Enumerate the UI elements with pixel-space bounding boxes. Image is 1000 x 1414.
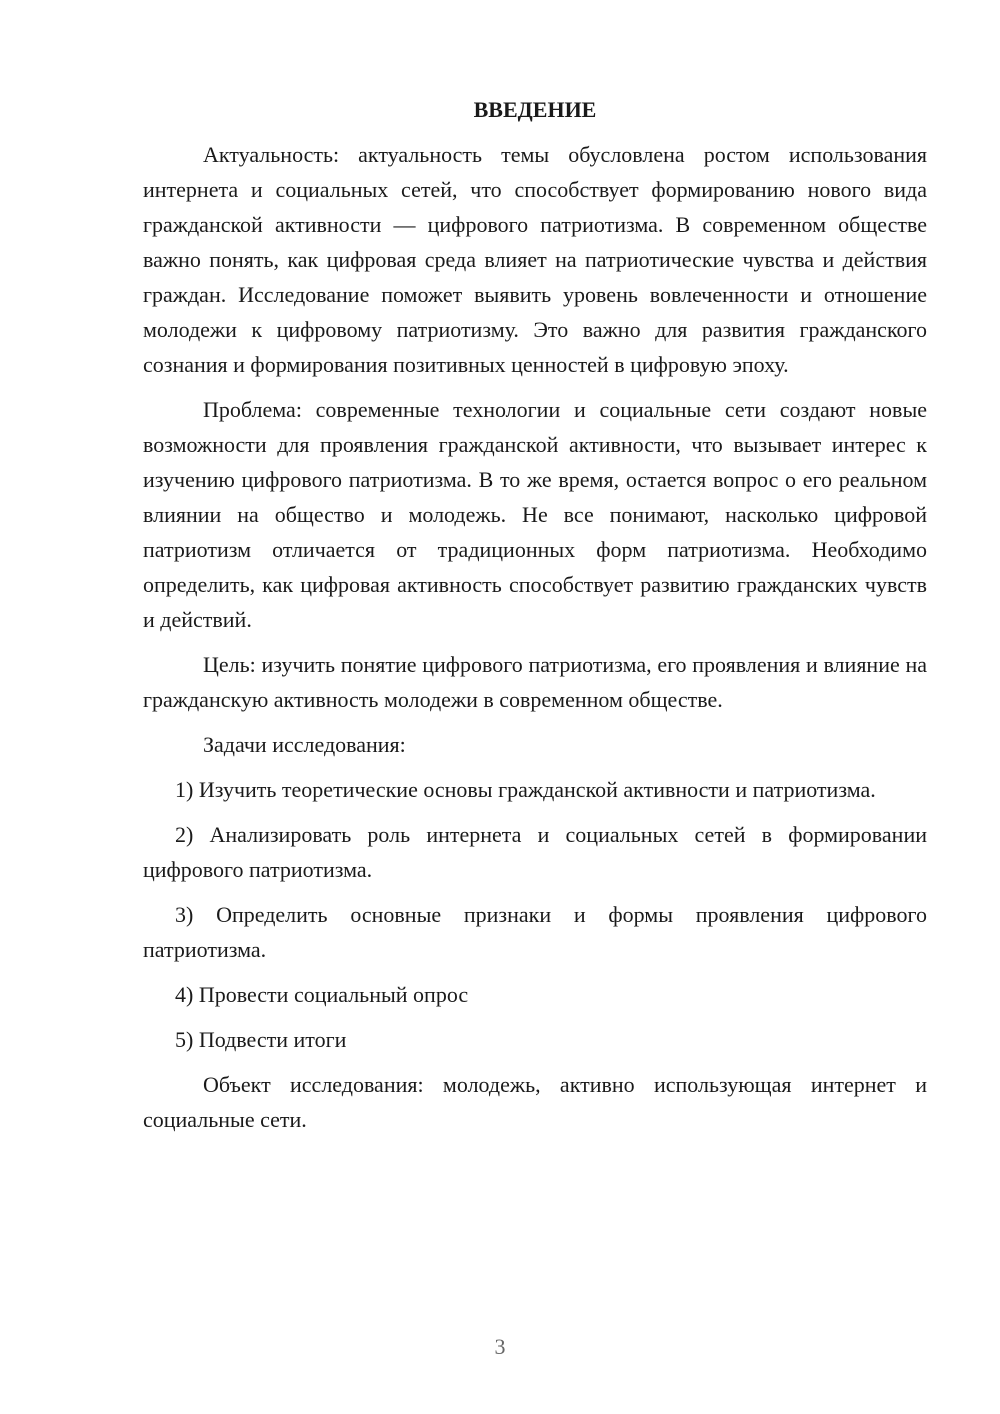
task-item: 4) Провести социальный опрос xyxy=(175,982,469,1007)
page-number: 3 xyxy=(494,1334,506,1359)
tasks-heading: Задачи исследования: xyxy=(203,732,406,757)
task-item: 1) Изучить теоретические основы гражданской активности и патриотизма. xyxy=(175,777,876,802)
object-paragraph: Объект исследования: молодежь, активно использующая интернет и социальные сети. xyxy=(143,1072,927,1132)
task-item: 2) Анализировать роль интернета и социальных сетей в формировании цифрового патриотизма. xyxy=(143,822,927,882)
goal-paragraph: Цель: изучить понятие цифрового патриотизма, его проявления и влияние на гражданскую активность молодежи в современном обществе. xyxy=(143,652,927,712)
task-item: 5) Подвести итоги xyxy=(175,1027,347,1052)
task-item: 3) Определить основные признаки и формы проявления цифрового патриотизма. xyxy=(143,902,927,962)
section-heading: ВВЕДЕНИЕ xyxy=(473,97,597,122)
document-page xyxy=(143,95,927,1147)
problem-paragraph: Проблема: современные технологии и социальные сети создают новые возможности для проявления гражданской активности, что вызывает интерес к изучению цифрового патриотизма. В то же время, остается вопрос о его реальном влиянии на общество и молодежь. Не все понимают, насколько цифровой патриотизм отличается от традиционных форм патриотизма. Необходимо определить, как цифровая активность способствует развитию гражданских чувств и действий. xyxy=(143,397,927,632)
relevance-paragraph: Актуальность: актуальность темы обусловлена ростом использования интернета и социальных сетей, что способствует формированию нового вида гражданской активности — цифрового патриотизма. В современном обществе важно понять, как цифровая среда влияет на патриотические чувства и действия граждан. Исследование поможет выявить уровень вовлеченности и отношение молодежи к цифровому патриотизму. Это важно для развития гражданского сознания и формирования позитивных ценностей в цифровую эпоху. xyxy=(143,142,927,377)
